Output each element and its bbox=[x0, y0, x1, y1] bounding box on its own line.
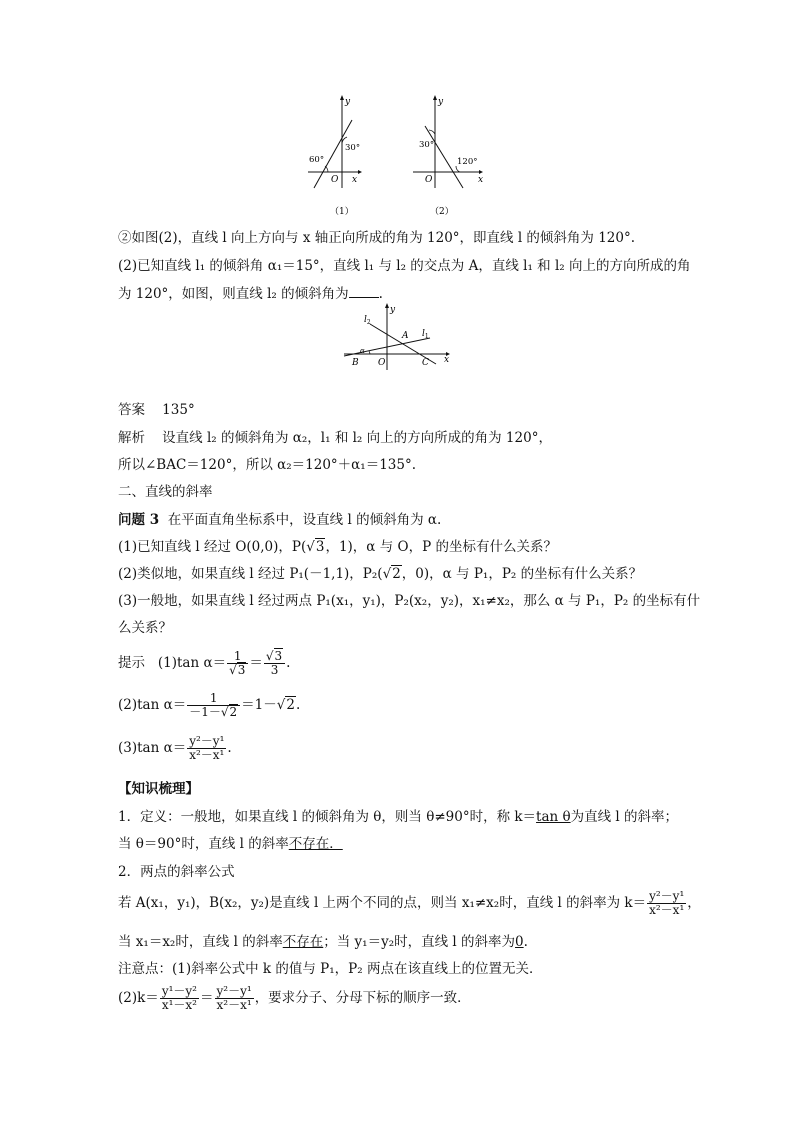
fig3-label-l1: $l_1$ bbox=[422, 329, 429, 340]
fig3-point-c: C bbox=[422, 358, 429, 368]
knowledge-2-line2 bbox=[118, 930, 528, 950]
k2-text-d: . bbox=[523, 934, 528, 950]
fig2-angle-120: 120° bbox=[457, 157, 478, 167]
k2-underlined-not-exist: 不存在 bbox=[282, 934, 324, 950]
fig1-x-label: x bbox=[352, 175, 358, 185]
analysis-text1: 设直线 l₂ 的倾斜角为 α₂，l₁ 和 l₂ 向上的方向所成的角为 120°， bbox=[162, 430, 552, 446]
k2-text-c: ；当 y₁＝y₂时，直线 l 的斜率为 bbox=[323, 934, 516, 950]
k1-underlined-tan: tan θ bbox=[536, 809, 571, 825]
figure-1 bbox=[300, 92, 370, 222]
hint-2: (2)tan α＝ $\frac{1}{-1-√2}$ ＝1－√2. bbox=[118, 691, 301, 719]
answer-label: 答案 bbox=[118, 402, 145, 418]
hint-label: 提示 bbox=[118, 655, 145, 671]
answer-line bbox=[118, 398, 195, 418]
analysis-line1 bbox=[118, 426, 552, 446]
fig3-point-a: A bbox=[402, 331, 409, 341]
hint-3-prefix: (3)tan α＝ bbox=[118, 740, 187, 756]
k2-underlined-zero: 0 bbox=[515, 934, 524, 950]
fig1-angle-30: 30° bbox=[345, 143, 361, 153]
note-line1: 注意点：(1)斜率公式中 k 的值与 P₁，P₂ 两点在该直线上的位置无关． bbox=[118, 961, 543, 977]
hint-1: 提示 (1)tan α＝ $\frac{1}{√3}$ ＝ $\frac{√3}{3}$ . bbox=[118, 649, 291, 677]
question-3-1: (1)已知直线 l 经过 O(0,0)，P(√3，1)，α 与 O，P 的坐标有什么关系？ bbox=[118, 539, 557, 555]
k1-text-a: 1．定义：一般地，如果直线 l 的倾斜角为 θ，则当 θ≠90°时，称 k＝ bbox=[118, 809, 537, 825]
question-2-period: . bbox=[378, 286, 383, 302]
fig1-caption: （1） bbox=[330, 207, 354, 217]
question-3 bbox=[118, 508, 441, 528]
hint-3: (3)tan α＝ $\frac{\text{y²－y¹}}{\text{x²－x¹}}$ . bbox=[118, 734, 232, 762]
fig2-y-label: y bbox=[438, 97, 444, 107]
fig2-angle-30: 30° bbox=[419, 140, 435, 150]
hint-1-frac-b: $\frac{√3}{3}$ bbox=[264, 650, 285, 677]
k2-slope-frac: $\frac{\text{y²－y¹}}{\text{x²－x¹}}$ bbox=[649, 889, 685, 917]
knowledge-2-line1: 若 A(x₁，y₁)，B(x₂，y₂)是直线 l 上两个不同的点，则当 x₁≠x₂时，直线 l 的斜率为 k＝ $\frac{\text{y²－y¹}}{\text{x²－x¹}}$ ， bbox=[118, 889, 701, 917]
question-3-3-line2: 么关系？ bbox=[118, 620, 172, 636]
note-frac-1: $\frac{\text{y¹－y²}}{\text{x¹－x²}}$ bbox=[161, 984, 197, 1012]
fig1-origin: O bbox=[331, 175, 339, 185]
fig3-label-l2: $l_2$ bbox=[364, 315, 371, 326]
q3-1-text-b: ，1)，α 与 O，P 的坐标有什么关系？ bbox=[325, 539, 557, 555]
q3-1-text-a: (1)已知直线 l 经过 O(0,0)，P( bbox=[118, 539, 307, 555]
fig1-angle-60: 60° bbox=[309, 155, 325, 165]
question-2-text: 为 120°，如图，则直线 l₂ 的倾斜角为 bbox=[118, 286, 349, 302]
fig2-x-label: x bbox=[478, 175, 484, 185]
question-3-2: (2)类似地，如果直线 l 经过 P₁(－1,1)，P₂(√2，0)，α 与 P₁，P₂ 的坐标有什么关系？ bbox=[118, 566, 643, 582]
k2-text-b: 当 x₁＝x₂时，直线 l 的斜率 bbox=[118, 934, 283, 950]
k1-text-c: 当 θ＝90°时，直线 l 的斜率 bbox=[118, 836, 289, 852]
fig3-y-label: y bbox=[390, 305, 396, 315]
hint-3-frac: $\frac{\text{y²－y¹}}{\text{x²－x¹}}$ bbox=[189, 734, 225, 762]
k2-text-a: 若 A(x₁，y₁)，B(x₂，y₂)是直线 l 上两个不同的点，则当 x₁≠x₂时，直线 l 的斜率为 k＝ bbox=[118, 895, 647, 911]
question-2-line2 bbox=[118, 282, 383, 302]
fig2-caption: （2） bbox=[430, 207, 454, 217]
analysis-line2: 所以∠BAC＝120°，所以 α₂＝120°＋α₁＝135°. bbox=[118, 457, 417, 473]
fig3-alpha: α bbox=[360, 347, 365, 355]
k1-underlined-not-exist: 不存在． bbox=[288, 836, 343, 852]
knowledge-title: 【知识梳理】 bbox=[118, 781, 199, 797]
analysis-label: 解析 bbox=[118, 430, 145, 446]
question-3-label: 问题 3 bbox=[118, 512, 160, 528]
question-2-line1: (2)已知直线 l₁ 的倾斜角 α₁＝15°，直线 l₁ 与 l₂ 的交点为 A，直线 l₁ 和 l₂ 向上的方向所成的角 bbox=[118, 258, 691, 274]
answer-blank bbox=[349, 285, 379, 298]
knowledge-1-line1 bbox=[118, 805, 678, 825]
fig1-y-label: y bbox=[345, 97, 351, 107]
note-suffix: ，要求分子、分母下标的顺序一致． bbox=[254, 990, 471, 1006]
q3-2-sqrt: 2 bbox=[392, 566, 401, 582]
paragraph-fig2-explanation: ②如图(2)，直线 l 向上方向与 x 轴正向所成的角为 120°，即直线 l 的倾斜角为 120°. bbox=[118, 230, 636, 246]
knowledge-1-line2 bbox=[118, 832, 343, 852]
hint-1-frac-a: $\frac{1}{√3}$ bbox=[227, 650, 248, 677]
fig3-x-label: x bbox=[444, 355, 450, 365]
knowledge-2-title: 2．两点的斜率公式 bbox=[118, 864, 235, 880]
note-prefix: (2)k＝ bbox=[118, 990, 159, 1006]
k1-text-b: 为直线 l 的斜率； bbox=[570, 809, 679, 825]
fig2-origin: O bbox=[425, 175, 433, 185]
note-line2: (2)k＝ $\frac{\text{y¹－y²}}{\text{x¹－x²}}$ ＝ $\frac{\text{y²－y¹}}{\text{x²－x¹}}$ ，要求分子、分母下标的顺序一致． bbox=[118, 984, 471, 1012]
section-2-title: 二、直线的斜率 bbox=[118, 484, 213, 500]
hint-1-prefix: (1)tan α＝ bbox=[157, 655, 227, 671]
q3-2-text-a: (2)类似地，如果直线 l 经过 P₁(－1,1)，P₂( bbox=[118, 566, 383, 582]
fig3-origin: O bbox=[378, 358, 386, 368]
q3-1-sqrt: 3 bbox=[315, 539, 325, 555]
note-frac-2: $\frac{\text{y²－y¹}}{\text{x²－x¹}}$ bbox=[216, 984, 252, 1012]
q3-2-text-b: ，0)，α 与 P₁，P₂ 的坐标有什么关系？ bbox=[401, 566, 643, 582]
question-3-3-line1: (3)一般地，如果直线 l 经过两点 P₁(x₁，y₁)，P₂(x₂，y₂)，x₁≠x₂，那么 α 与 P₁，P₂ 的坐标有什 bbox=[118, 593, 701, 609]
question-3-text: 在平面直角坐标系中，设直线 l 的倾斜角为 α. bbox=[167, 512, 442, 528]
figure-2 bbox=[405, 92, 490, 222]
answer-value: 135° bbox=[162, 402, 195, 418]
hint-2-prefix: (2)tan α＝ bbox=[118, 697, 187, 713]
figure-3 bbox=[340, 302, 455, 374]
hint-2-frac: $\frac{1}{-1-√2}$ bbox=[187, 692, 240, 719]
fig3-point-b: B bbox=[352, 358, 359, 368]
